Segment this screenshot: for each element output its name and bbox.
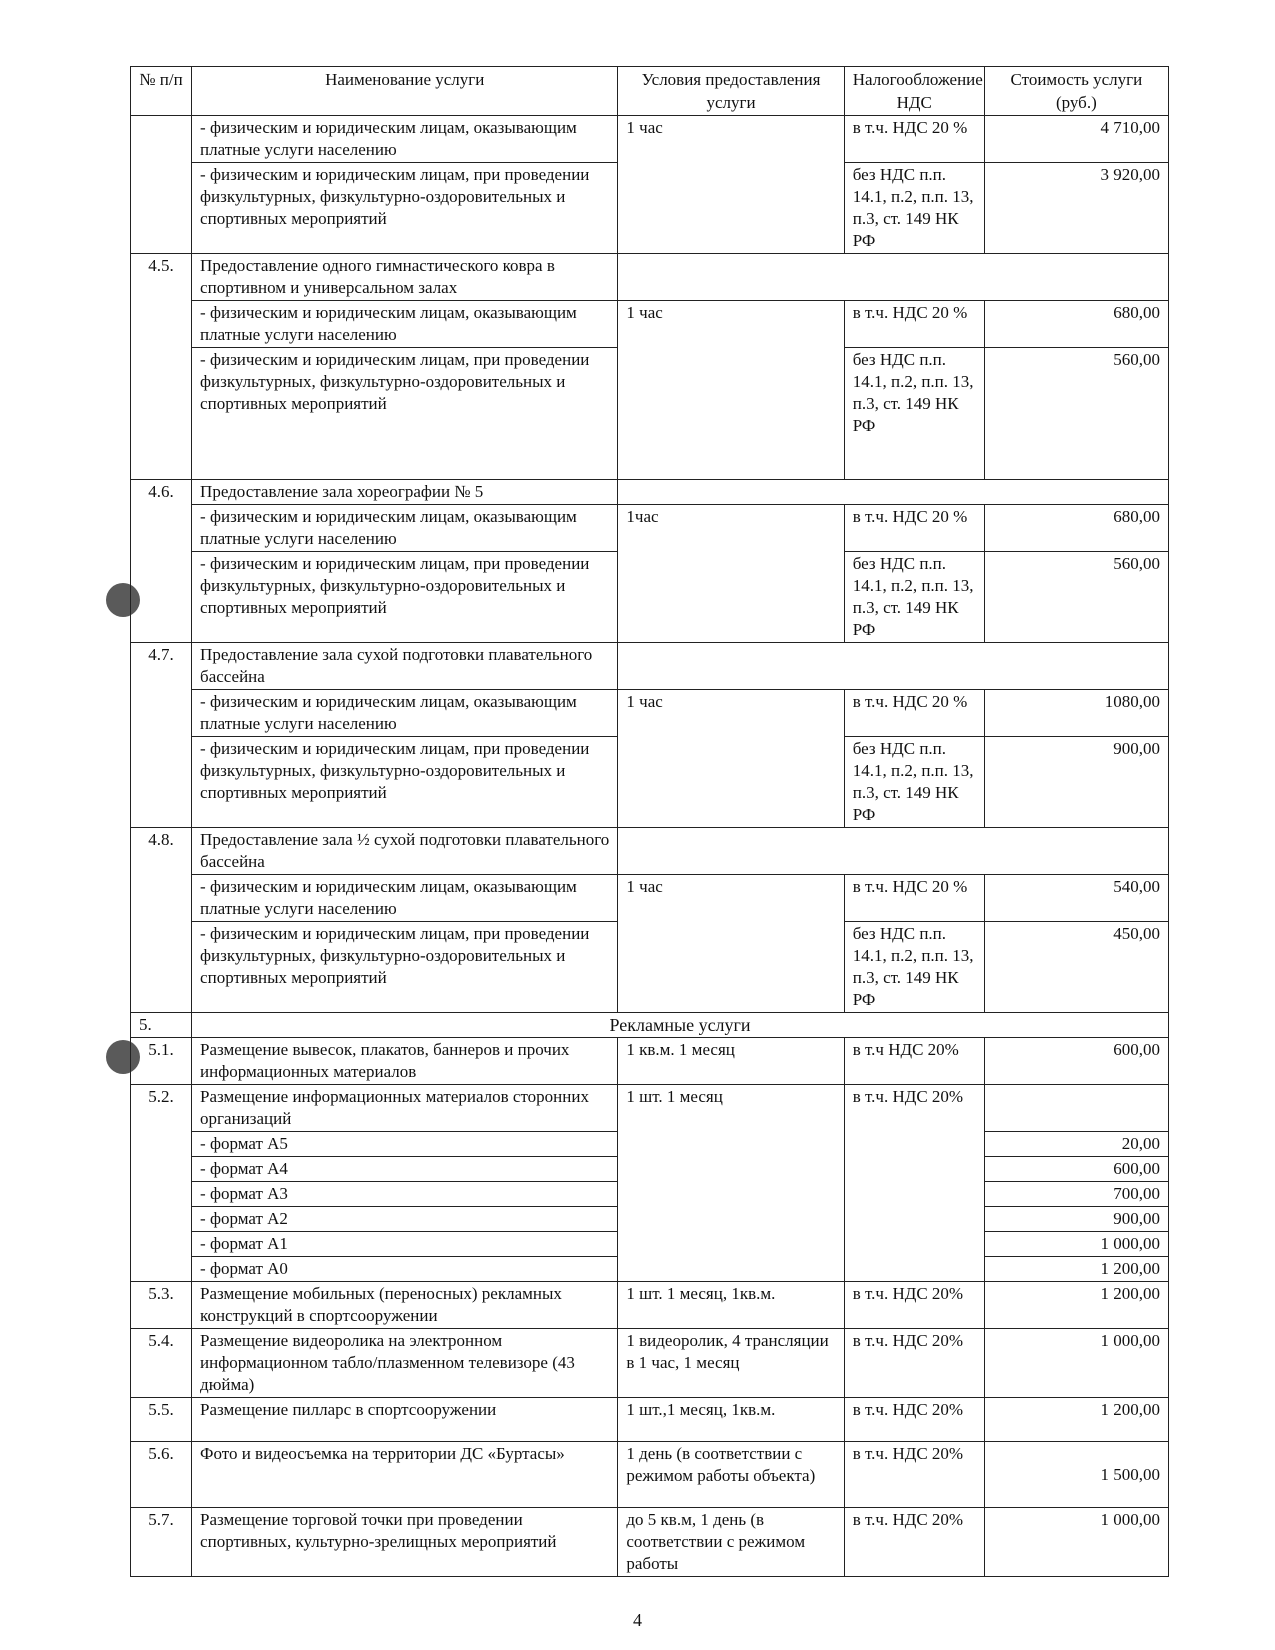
- header-conditions: Условия предоставления услуги: [618, 67, 844, 116]
- row-num: 5.7.: [131, 1508, 192, 1577]
- row-num: 5.6.: [131, 1442, 192, 1508]
- row-price: 540,00: [984, 875, 1168, 922]
- empty-cell: [618, 828, 1169, 875]
- section-title: Предоставление зала ½ сухой подготовки плавательного бассейна: [192, 828, 618, 875]
- row-num: 5.3.: [131, 1282, 192, 1329]
- row-name: Размещение видеоролика на электронном информационном табло/плазменном телевизоре (43 дюйма): [192, 1329, 618, 1398]
- row-vat: без НДС п.п. 14.1, п.2, п.п. 13, п.3, ст. 149 НК РФ: [844, 737, 984, 828]
- section-row-4-8: [131, 828, 1169, 875]
- row-num: 5.5.: [131, 1398, 192, 1442]
- row-conditions: 1 шт.,1 месяц, 1кв.м.: [618, 1398, 844, 1442]
- row-name: - физическим и юридическим лицам, при проведении физкультурных, физкультурно-оздоровительных и спортивных мероприятий: [192, 922, 618, 1013]
- section-title: Предоставление одного гимнастического ковра в спортивном и универсальном залах: [192, 254, 618, 301]
- row-vat: в т.ч. НДС 20%: [844, 1442, 984, 1508]
- row-name: - физическим и юридическим лицам, оказывающим платные услуги населению: [192, 301, 618, 348]
- row-name: - физическим и юридическим лицам, при проведении физкультурных, физкультурно-оздоровительных и спортивных мероприятий: [192, 737, 618, 828]
- row-conditions: 1 кв.м. 1 месяц: [618, 1038, 844, 1085]
- section-title: Рекламные услуги: [192, 1013, 1169, 1038]
- empty-cell: [618, 643, 1169, 690]
- row-conditions: до 5 кв.м, 1 день (в соответствии с режимом работы: [618, 1508, 844, 1577]
- row-vat: в т.ч. НДС 20 %: [844, 505, 984, 552]
- row-name: Фото и видеосъемка на территории ДС «Буртасы»: [192, 1442, 618, 1508]
- row-num: 5.1.: [131, 1038, 192, 1085]
- table-row: [131, 1038, 1169, 1085]
- table-row: [131, 1398, 1169, 1442]
- row-conditions: 1 шт. 1 месяц, 1кв.м.: [618, 1282, 844, 1329]
- row-price: 1 500,00: [984, 1442, 1168, 1508]
- row-name: - физическим и юридическим лицам, оказывающим платные услуги населению: [192, 690, 618, 737]
- section-num: 5.: [131, 1013, 192, 1038]
- row-vat: без НДС п.п. 14.1, п.2, п.п. 13, п.3, ст. 149 НК РФ: [844, 163, 984, 254]
- format-label: - формат А2: [192, 1207, 618, 1232]
- row-conditions: 1 день (в соответствии с режимом работы объекта): [618, 1442, 844, 1508]
- format-price: 700,00: [984, 1182, 1168, 1207]
- row-price: 1 000,00: [984, 1329, 1168, 1398]
- table-row: [131, 1508, 1169, 1577]
- section-title: Предоставление зала сухой подготовки плавательного бассейна: [192, 643, 618, 690]
- row-vat: в т.ч. НДС 20%: [844, 1085, 984, 1282]
- table-row: [131, 1329, 1169, 1398]
- row-vat: в т.ч. НДС 20 %: [844, 690, 984, 737]
- row-num: 4.7.: [131, 643, 192, 828]
- row-vat: без НДС п.п. 14.1, п.2, п.п. 13, п.3, ст. 149 НК РФ: [844, 348, 984, 480]
- section-row-4-7: [131, 643, 1169, 690]
- format-label: - формат А4: [192, 1157, 618, 1182]
- format-price: 1 200,00: [984, 1257, 1168, 1282]
- row-name: Размещение вывесок, плакатов, баннеров и прочих информационных материалов: [192, 1038, 618, 1085]
- format-price: 1 000,00: [984, 1232, 1168, 1257]
- section-header-5: [131, 1013, 1169, 1038]
- row-price: 680,00: [984, 505, 1168, 552]
- row-num: 4.5.: [131, 254, 192, 480]
- row-name: Размещение торговой точки при проведении спортивных, культурно-зрелищных мероприятий: [192, 1508, 618, 1577]
- row-vat: в т.ч. НДС 20%: [844, 1508, 984, 1577]
- row-name: - физическим и юридическим лицам, при проведении физкультурных, физкультурно-оздоровительных и спортивных мероприятий: [192, 348, 618, 480]
- row-price: 1 000,00: [984, 1508, 1168, 1577]
- row-conditions: 1 час: [618, 690, 844, 828]
- row-vat: в т.ч. НДС 20 %: [844, 875, 984, 922]
- format-label: - формат А1: [192, 1232, 618, 1257]
- table-header: [131, 67, 1169, 116]
- table-row: [131, 1085, 1169, 1132]
- row-vat: в т.ч. НДС 20%: [844, 1329, 984, 1398]
- row-price: 1 200,00: [984, 1282, 1168, 1329]
- row-price: 1080,00: [984, 690, 1168, 737]
- table-row: [131, 690, 1169, 737]
- row-price: 560,00: [984, 552, 1168, 643]
- row-price: 680,00: [984, 301, 1168, 348]
- header-name: Наименование услуги: [192, 67, 618, 116]
- table-row: [131, 505, 1169, 552]
- empty-cell: [984, 1085, 1168, 1132]
- row-price: 450,00: [984, 922, 1168, 1013]
- row-price: 600,00: [984, 1038, 1168, 1085]
- empty-cell: [618, 254, 1169, 301]
- price-table: [130, 66, 1169, 1577]
- format-price: 900,00: [984, 1207, 1168, 1232]
- section-title: Предоставление зала хореографии № 5: [192, 480, 618, 505]
- row-vat: без НДС п.п. 14.1, п.2, п.п. 13, п.3, ст. 149 НК РФ: [844, 922, 984, 1013]
- section-row-4-6: [131, 480, 1169, 505]
- table-row: [131, 875, 1169, 922]
- empty-cell: [618, 480, 1169, 505]
- row-name: - физическим и юридическим лицам, оказывающим платные услуги населению: [192, 875, 618, 922]
- row-name: Размещение пилларс в спортсооружении: [192, 1398, 618, 1442]
- format-price: 20,00: [984, 1132, 1168, 1157]
- row-num: 4.6.: [131, 480, 192, 643]
- row-name: - физическим и юридическим лицам, при проведении физкультурных, физкультурно-оздоровительных и спортивных мероприятий: [192, 552, 618, 643]
- table-row: [131, 116, 1169, 163]
- format-label: - формат А5: [192, 1132, 618, 1157]
- table-row: [131, 1442, 1169, 1508]
- row-conditions: 1час: [618, 505, 844, 643]
- row-vat: в т.ч. НДС 20%: [844, 1282, 984, 1329]
- row-num: 5.2.: [131, 1085, 192, 1282]
- row-name: - физическим и юридическим лицам, при проведении физкультурных, физкультурно-оздоровительных и спортивных мероприятий: [192, 163, 618, 254]
- row-vat: в т.ч. НДС 20 %: [844, 301, 984, 348]
- row-name: - физическим и юридическим лицам, оказывающим платные услуги населению: [192, 116, 618, 163]
- row-vat: в т.ч. НДС 20%: [844, 1398, 984, 1442]
- format-label: - формат А0: [192, 1257, 618, 1282]
- row-conditions: 1 видеоролик, 4 трансляции в 1 час, 1 месяц: [618, 1329, 844, 1398]
- row-price: 560,00: [984, 348, 1168, 480]
- header-vat: Налогообложение НДС: [844, 67, 984, 116]
- row-conditions: 1 шт. 1 месяц: [618, 1085, 844, 1282]
- row-num: 5.4.: [131, 1329, 192, 1398]
- row-conditions: 1 час: [618, 301, 844, 480]
- row-vat: в т.ч. НДС 20 %: [844, 116, 984, 163]
- row-conditions: 1 час: [618, 116, 844, 254]
- header-price: Стоимость услуги (руб.): [984, 67, 1168, 116]
- header-num: № п/п: [131, 67, 192, 116]
- row-name: Размещение мобильных (переносных) рекламных конструкций в спортсооружении: [192, 1282, 618, 1329]
- row-conditions: 1 час: [618, 875, 844, 1013]
- row-num: [131, 116, 192, 254]
- section-row-4-5: [131, 254, 1169, 301]
- row-price: 900,00: [984, 737, 1168, 828]
- row-vat: без НДС п.п. 14.1, п.2, п.п. 13, п.3, ст. 149 НК РФ: [844, 552, 984, 643]
- table-row: [131, 301, 1169, 348]
- format-price: 600,00: [984, 1157, 1168, 1182]
- row-name: Размещение информационных материалов сторонних организаций: [192, 1085, 618, 1132]
- row-vat: в т.ч НДС 20%: [844, 1038, 984, 1085]
- format-label: - формат А3: [192, 1182, 618, 1207]
- row-price: 1 200,00: [984, 1398, 1168, 1442]
- table-row: [131, 1282, 1169, 1329]
- row-price: 4 710,00: [984, 116, 1168, 163]
- row-name: - физическим и юридическим лицам, оказывающим платные услуги населению: [192, 505, 618, 552]
- row-num: 4.8.: [131, 828, 192, 1013]
- page-number: 4: [633, 1610, 642, 1630]
- row-price: 3 920,00: [984, 163, 1168, 254]
